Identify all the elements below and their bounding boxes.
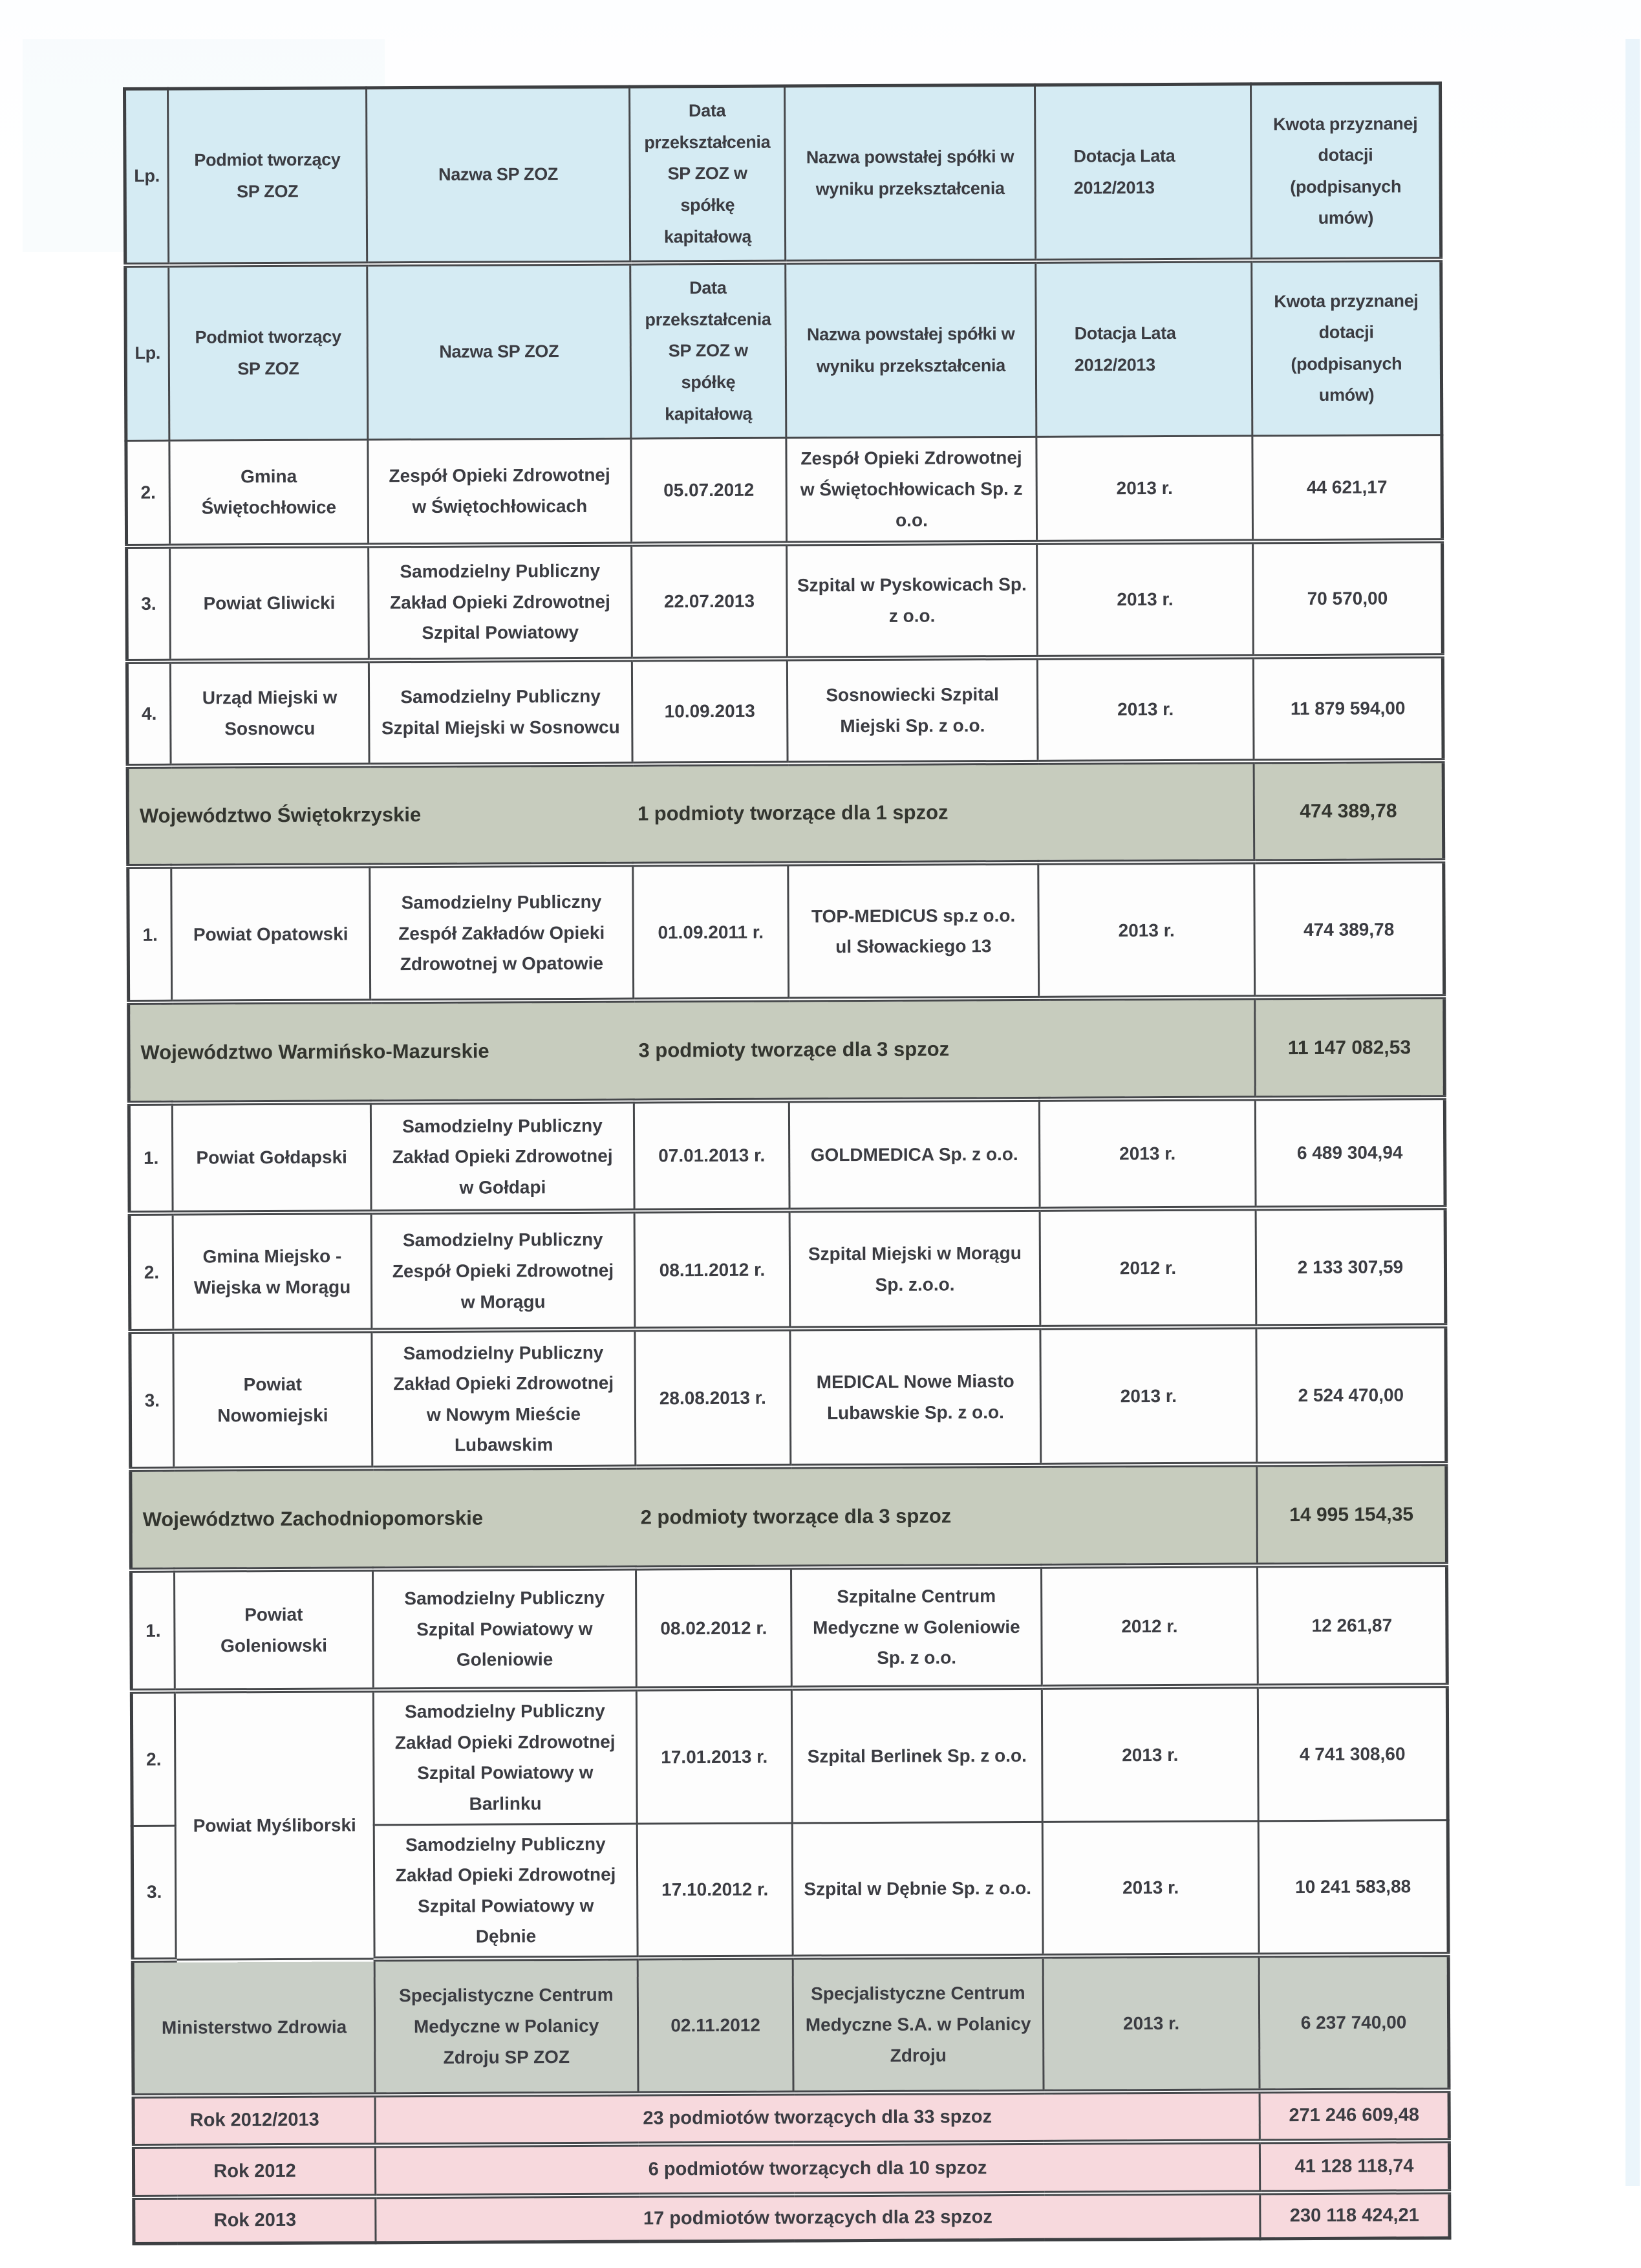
cell-spolka: Specjalistyczne Centrum Medyczne S.A. w Polanicy Zdroju [793,1956,1044,2093]
summary-row-2013 [134,2192,1450,2244]
section-info: 1 podmioty tworzące dla 1 spzoz [637,801,949,825]
header-dotacja: Dotacja Lata 2012/2013 [1035,84,1251,261]
cell-podmiot-mysliborski: Powiat Myśliborski [175,1690,374,1960]
cell-data: 17.10.2012 r. [637,1823,793,1958]
cell-kwota: 474 389,78 [1254,861,1444,997]
cell-kwota: 10 241 583,88 [1258,1820,1448,1955]
summary-label: Rok 2013 [134,2196,376,2244]
cell-kwota: 6 237 740,00 [1259,1954,1449,2091]
cell-dotacja: 2013 r. [1042,1686,1258,1821]
cell-podmiot: Gmina Miejsko - Wiejska w Morągu [173,1213,372,1332]
section-kwota: 14 995 154,35 [1257,1463,1447,1565]
cell-lp: 3. [130,1332,174,1469]
cell-spolka: Szpital Berlinek Sp. z o.o. [791,1687,1042,1823]
summary-label: Rok 2012/2013 [133,2095,375,2146]
section-info: 3 podmioty tworzące dla 3 spzoz [638,1037,950,1062]
section-name: Województwo Świętokrzyskie [139,803,422,827]
section-band-warminsko-mazurskie [129,997,1445,1103]
scan-artifact-right-edge [1625,39,1640,2186]
cell-lp: 2. [126,440,170,546]
header-dotacja: Dotacja Lata 2012/2013 [1036,260,1252,437]
cell-data: 08.11.2012 r. [634,1211,790,1330]
cell-dotacja: 2013 r. [1042,1820,1259,1956]
cell-data: 28.08.2013 r. [635,1329,791,1467]
summary-info: 6 podmiotów tworzących dla 10 spzoz [375,2141,1260,2196]
summary-label: Rok 2012 [133,2145,375,2198]
section-info: 2 podmioty tworzące dla 3 spzoz [640,1504,952,1529]
cell-spolka: TOP-MEDICUS sp.z o.o. ul Słowackiego 13 [788,863,1039,1000]
cell-nazwa: Samodzielny Publiczny Zakład Opieki Zdrowotnej Szpital Powiatowy [369,544,632,660]
section-band-zachodniopomorskie [131,1463,1447,1570]
cell-podmiot: Powiat Gliwicki [170,545,369,661]
cell-data: 05.07.2012 [631,438,787,544]
cell-podmiot: Powiat Gołdapski [172,1103,371,1213]
header-podmiot: Podmiot tworzący SP ZOZ [168,88,367,265]
spzoz-transformations-table [123,81,1452,2245]
transformations-table-wrapper [123,81,1452,2245]
cell-data: 17.01.2013 r. [636,1689,792,1824]
header-nazwa: Nazwa SP ZOZ [367,87,630,264]
cell-podmiot: Gmina Świętochłowice [169,440,369,546]
cell-kwota: 12 261,87 [1257,1564,1447,1686]
cell-lp: 2. [129,1213,173,1332]
cell-spolka: Szpital w Pyskowicach Sp. z o.o. [787,542,1038,658]
header-kwota: Kwota przyznanej dotacji (podpisanych umów) [1250,83,1441,260]
cell-nazwa: Samodzielny Publiczny Szpital Powiatowy w Goleniowie [373,1568,637,1690]
cell-kwota: 6 489 304,94 [1255,1097,1445,1208]
row-sosnowiec [127,656,1443,766]
cell-nazwa: Zespół Opieki Zdrowotnej w Świętochłowicach [368,438,632,545]
cell-kwota: 2 133 307,59 [1256,1207,1446,1326]
section-band-left [131,1465,1258,1570]
section-kwota: 11 147 082,53 [1255,997,1445,1098]
header-row-2 [125,259,1442,441]
cell-spolka: Szpitalne Centrum Medyczne w Goleniowie Sp. z o.o. [791,1566,1042,1689]
section-band-swietokrzyskie [127,761,1444,867]
summary-info: 23 podmiotów tworzących dla 33 spzoz [375,2091,1260,2145]
cell-lp: 1. [131,1570,175,1691]
cell-dotacja: 2013 r. [1040,1327,1257,1465]
cell-lp: 2. [131,1691,175,1826]
cell-nazwa: Specjalistyczne Centrum Medyczne w Polanicy Zdroju SP ZOZ [374,1958,638,2095]
cell-spolka: Zespół Opieki Zdrowotnej w Świętochłowicach Sp. z o.o. [786,437,1037,543]
cell-data: 07.01.2013 r. [634,1101,789,1211]
cell-lp: 3. [132,1826,176,1960]
header-podmiot: Podmiot tworzący SP ZOZ [169,264,368,440]
row-nowomiejski [130,1326,1446,1469]
header-data: Data przekształcenia SP ZOZ w spółkę kapitałową [630,86,786,263]
cell-lp: 1. [128,867,172,1002]
cell-dotacja: 2013 r. [1038,862,1255,999]
section-band-left [127,761,1254,867]
header-lp: Lp. [125,265,169,440]
row-goleniowski [131,1564,1448,1691]
row-ministerstwo-zdrowia [133,1954,1449,2096]
summary-info: 17 podmiotów tworzących dla 23 spzoz [376,2192,1260,2243]
cell-data: 22.07.2013 [632,543,788,659]
header-row-1 [125,83,1441,265]
row-gliwicki [127,541,1443,662]
cell-data: 01.09.2011 r. [633,864,789,1000]
cell-nazwa: Samodzielny Publiczny Zakład Opieki Zdrowotnej w Gołdapi [370,1101,634,1213]
cell-dotacja: 2012 r. [1040,1209,1256,1328]
header-kwota: Kwota przyznanej dotacji (podpisanych umów) [1252,259,1442,436]
cell-podmiot: Ministerstwo Zdrowia [133,1959,375,2096]
cell-dotacja: 2013 r. [1037,656,1254,762]
cell-kwota: 70 570,00 [1253,541,1443,656]
cell-kwota: 11 879 594,00 [1253,656,1443,761]
row-opatowski [128,861,1444,1002]
row-swietochlowice [126,435,1443,546]
header-spolka: Nazwa powstałej spółki w wyniku przekształcenia [786,261,1036,438]
summary-kwota: 271 246 609,48 [1260,2090,1449,2141]
cell-dotacja: 2013 r. [1043,1955,1260,2091]
header-lp: Lp. [125,89,169,265]
cell-data: 10.09.2013 [632,658,788,764]
cell-nazwa: Samodzielny Publiczny Zakład Opieki Zdrowotnej w Nowym Mieście Lubawskim [372,1330,636,1469]
cell-kwota: 4 741 308,60 [1258,1685,1448,1820]
section-kwota: 474 389,78 [1254,761,1444,862]
summary-kwota: 230 118 424,21 [1260,2192,1450,2239]
cell-nazwa: Samodzielny Publiczny Zespół Opieki Zdrowotnej w Morągu [371,1211,635,1331]
header-nazwa: Nazwa SP ZOZ [367,263,631,440]
header-data: Data przekształcenia SP ZOZ w spółkę kapitałową [630,262,786,438]
header-spolka: Nazwa powstałej spółki w wyniku przekształcenia [785,85,1036,262]
section-name: Województwo Zachodniopomorskie [142,1506,484,1531]
cell-spolka: Sosnowiecki Szpital Miejski Sp. z o.o. [787,657,1038,763]
cell-podmiot: Powiat Goleniowski [175,1569,374,1690]
cell-lp: 3. [127,546,171,661]
summary-kwota: 41 128 118,74 [1260,2141,1449,2192]
cell-kwota: 44 621,17 [1252,435,1443,541]
summary-row-2012-2013 [133,2090,1449,2146]
cell-spolka: Szpital Miejski w Morągu Sp. z.o.o. [789,1209,1040,1329]
section-name: Województwo Warmińsko-Mazurskie [140,1039,489,1064]
cell-dotacja: 2013 r. [1037,541,1254,657]
row-goldapski [129,1097,1445,1213]
cell-nazwa: Samodzielny Publiczny Szpital Miejski w Sosnowcu [369,659,632,765]
cell-dotacja: 2013 r. [1036,436,1253,542]
cell-podmiot: Powiat Opatowski [171,866,370,1002]
cell-podmiot: Urząd Miejski w Sosnowcu [170,660,369,766]
summary-row-2012 [133,2141,1449,2198]
cell-podmiot: Powiat Nowomiejski [173,1331,372,1469]
cell-dotacja: 2013 r. [1039,1099,1256,1209]
cell-nazwa: Samodzielny Publiczny Zakład Opieki Zdrowotnej Szpital Powiatowy w Dębnie [374,1824,638,1960]
cell-data: 08.02.2012 r. [636,1568,791,1689]
cell-spolka: MEDICAL Nowe Miasto Lubawskie Sp. z o.o. [790,1328,1041,1467]
cell-dotacja: 2012 r. [1041,1565,1258,1687]
section-band-left [129,998,1256,1103]
cell-nazwa: Samodzielny Publiczny Zakład Opieki Zdrowotnej Szpital Powiatowy w Barlinku [373,1689,637,1825]
cell-data: 02.11.2012 [638,1957,793,2093]
row-barlinek [131,1685,1448,1826]
cell-nazwa: Samodzielny Publiczny Zespół Zakładów Opieki Zdrowotnej w Opatowie [370,865,634,1002]
cell-spolka: Szpital w Dębnie Sp. z o.o. [792,1822,1043,1958]
cell-lp: 1. [129,1103,173,1213]
cell-spolka: GOLDMEDICA Sp. z o.o. [789,1099,1040,1211]
cell-lp: 4. [127,661,171,766]
row-morag [129,1207,1446,1332]
cell-kwota: 2 524 470,00 [1256,1326,1446,1464]
